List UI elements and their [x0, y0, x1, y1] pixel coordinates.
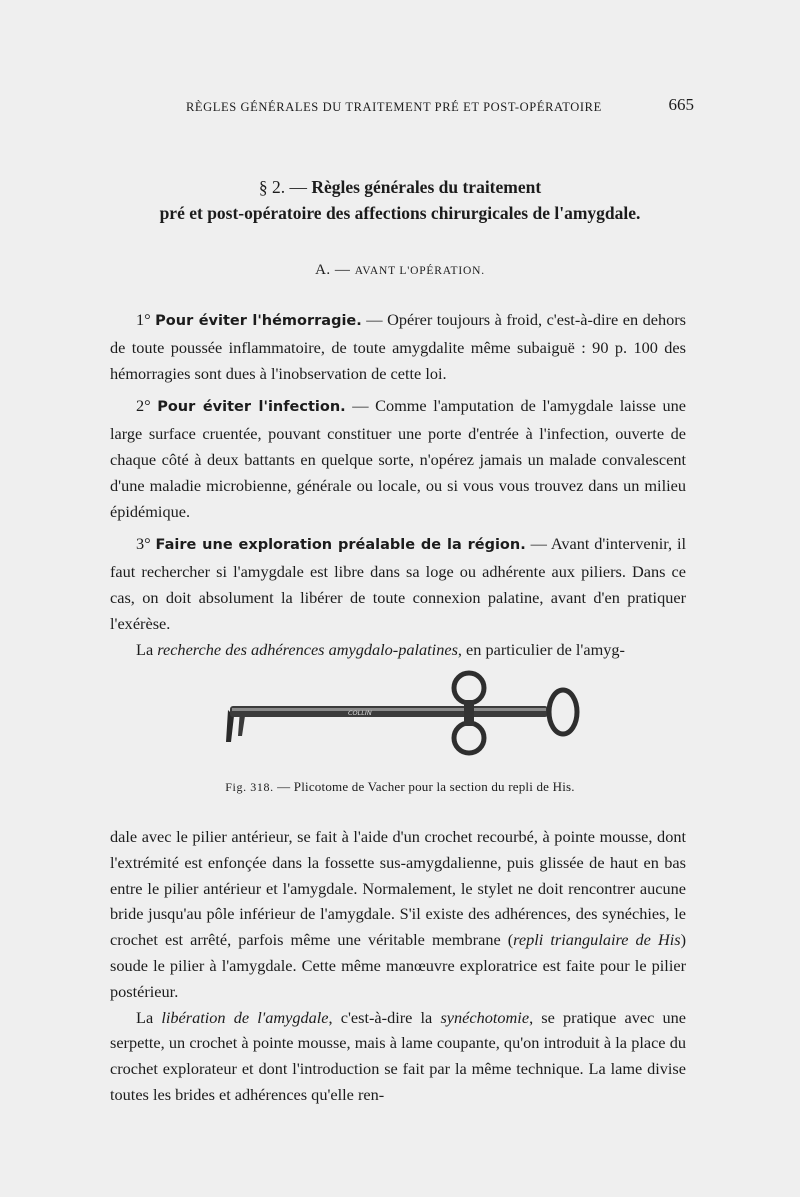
instrument-shaft	[230, 706, 548, 717]
shaft-highlight	[232, 708, 546, 711]
figure-label: Fig. 318.	[225, 780, 274, 794]
paragraph-number: 3°	[136, 534, 156, 554]
figure-caption	[110, 779, 690, 795]
paragraph-italic: synéchotomie	[440, 1007, 530, 1027]
end-ring	[549, 690, 577, 734]
paragraph-exploration	[110, 531, 686, 636]
paragraph-heading: Faire une exploration préalable de la région.	[155, 537, 526, 554]
section-number: § 2. —	[258, 177, 307, 197]
subheading	[110, 262, 690, 279]
paragraph-text: — Avant d'intervenir, il faut rechercher si l'amygdale est libre dans sa loge ou adhérente aux piliers. Dans ce cas, on doit absolument la libérer de toute connexion palatine, avant d'en pratiquer l'exérèse.	[110, 534, 686, 633]
text-block-lower	[110, 824, 686, 1108]
paragraph-synechotomy	[110, 1005, 686, 1108]
paragraph-text: — Opérer toujours à froid, c'est-à-dire en dehors de toute poussée inflammatoire, de toute amygdalite même subaiguë : 90 p. 100 des hémorragies sont dues à l'inobservation de cette loi.	[110, 310, 686, 383]
subheading-letter: A. —	[315, 262, 351, 278]
maker-stamp: COLLIN	[348, 709, 372, 717]
paragraph-text: , se pratique avec une serpette, un crochet à pointe mousse, mais à lame coupante, qu'on introduit à la place du crochet explorateur et dont l'introduction se fait par la même technique. La lame divise toutes les brides et adhérences qu'elle ren-	[110, 1007, 686, 1104]
paragraph-adhesions-start	[110, 637, 686, 663]
paragraph-hemorrhage	[110, 307, 686, 386]
section-title-line2: pré et post-opératoire des affections chirurgicales de l'amygdale.	[159, 203, 641, 223]
paragraph-adhesions-continued	[110, 824, 686, 1005]
page-number: 665	[668, 95, 694, 114]
paragraph-heading: Pour éviter l'infection.	[157, 399, 346, 416]
figure-caption-text: — Plicotome de Vacher pour la section du repli de His.	[273, 779, 575, 794]
paragraph-infection	[110, 393, 686, 524]
finger-ring-top	[454, 673, 484, 703]
section-title-line1: Règles générales du traitement	[311, 177, 542, 197]
paragraph-number: 2°	[136, 396, 158, 416]
paragraph-text: La	[136, 1007, 162, 1027]
ring-bridge	[464, 700, 474, 726]
section-title	[110, 174, 690, 226]
paragraph-text: — Comme l'amputation de l'amygdale laisse une large surface cruentée, pouvant constituer une porte d'entrée à l'infection, ouverte de chaque côté à deux battants en quelque sorte, n'opérez jamais un malade convalescent d'une maladie microbienne, générale ou locale, ou si vous vous trouvez dans un milieu épidémique.	[110, 396, 686, 521]
paragraph-number: 1°	[136, 310, 156, 329]
paragraph-text: La	[136, 639, 158, 659]
paragraph-text: ) soude le pilier à l'amygdale. Cette même manœuvre exploratrice est faite pour le pilier postérieur.	[110, 930, 686, 1001]
finger-ring-bottom	[454, 723, 484, 753]
subheading-text: AVANT L'OPÉRATION.	[354, 265, 485, 277]
running-title: RÈGLES GÉNÉRALES DU TRAITEMENT PRÉ ET POST-OPÉRATOIRE	[186, 100, 602, 114]
paragraph-text: dale avec le pilier antérieur, se fait à l'aide d'un crochet recourbé, à pointe mousse, dont l'extrémité est enfonçée dans la fossette sus-amygdalienne, puis glissée de haut en bas entre le pilier antérieur et l'amygdale. Normalement, le stylet ne doit rencontrer aucune bride jusqu'au pôle inférieur de l'amygdale. S'il existe des adhérences, des synéchies, le crochet est arrêté, parfois même une véritable membrane (	[110, 827, 686, 950]
paragraph-heading: Pour éviter l'hémorragie.	[155, 313, 362, 329]
text-block-upper	[110, 307, 686, 662]
plicotome-illustration	[218, 660, 598, 760]
paragraph-italic: repli triangulaire de His	[513, 930, 681, 950]
paragraph-italic: libération de l'amygdale	[161, 1007, 329, 1027]
paragraph-italic: recherche des adhérences amygdalo-palatines	[157, 639, 458, 659]
paragraph-text: , en particulier de l'amyg-	[457, 639, 625, 659]
paragraph-text: , c'est-à-dire la	[328, 1007, 441, 1027]
